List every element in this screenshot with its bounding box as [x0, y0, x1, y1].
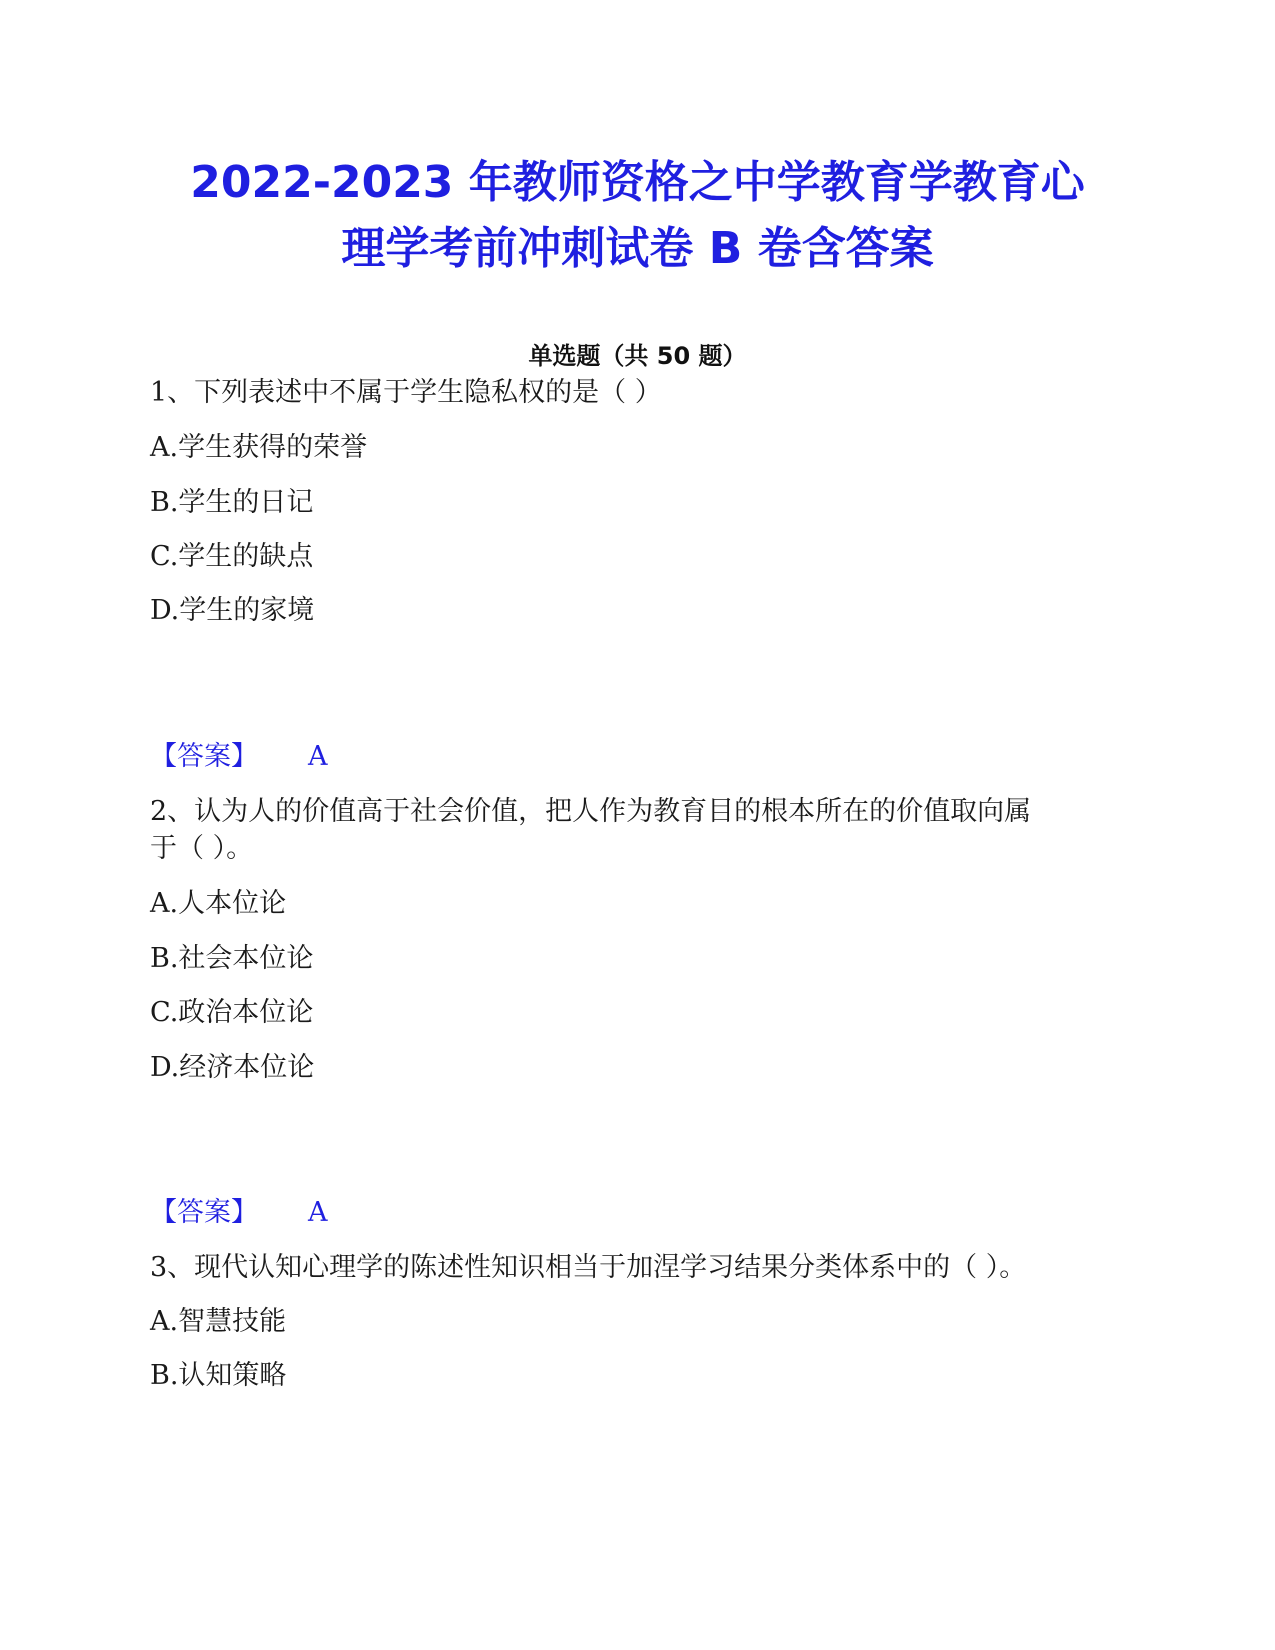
question-1-answer — [150, 738, 328, 776]
question-2-option-c: C.政治本位论 — [150, 997, 314, 1028]
question-2-option-d: D.经济本位论 — [150, 1052, 315, 1083]
section-heading: 单选题（共 50 题） — [528, 342, 747, 370]
answer-value: A — [308, 1197, 328, 1228]
answer-label: 【答案】 — [150, 1197, 258, 1228]
question-3-option-b: B.认知策略 — [150, 1360, 287, 1391]
title-line-2: 理学考前冲刺试卷 B 卷含答案 — [341, 223, 934, 274]
answer-value: A — [308, 741, 328, 772]
question-1-option-c: C.学生的缺点 — [150, 541, 314, 572]
title-line-1: 2022-2023 年教师资格之中学教育学教育心 — [190, 157, 1085, 208]
question-1-option-d: D.学生的家境 — [150, 595, 315, 626]
question-3-option-a: A.智慧技能 — [150, 1306, 287, 1337]
question-2-option-b: B.社会本位论 — [150, 943, 314, 974]
answer-label: 【答案】 — [150, 741, 258, 772]
document-title — [0, 150, 1275, 282]
question-2-stem-line-2: 于（ ）。 — [150, 833, 254, 864]
question-3-stem: 3、现代认知心理学的陈述性知识相当于加涅学习结果分类体系中的（ ）。 — [150, 1252, 1027, 1283]
question-2-answer — [150, 1194, 328, 1232]
question-1-stem: 1、下列表述中不属于学生隐私权的是（ ） — [150, 377, 662, 408]
question-1-option-a: A.学生获得的荣誉 — [150, 432, 368, 463]
question-2-stem-line-1: 2、认为人的价值高于社会价值，把人作为教育目的根本所在的价值取向属 — [150, 796, 1032, 827]
question-1-option-b: B.学生的日记 — [150, 487, 314, 518]
question-2-option-a: A.人本位论 — [150, 888, 287, 919]
